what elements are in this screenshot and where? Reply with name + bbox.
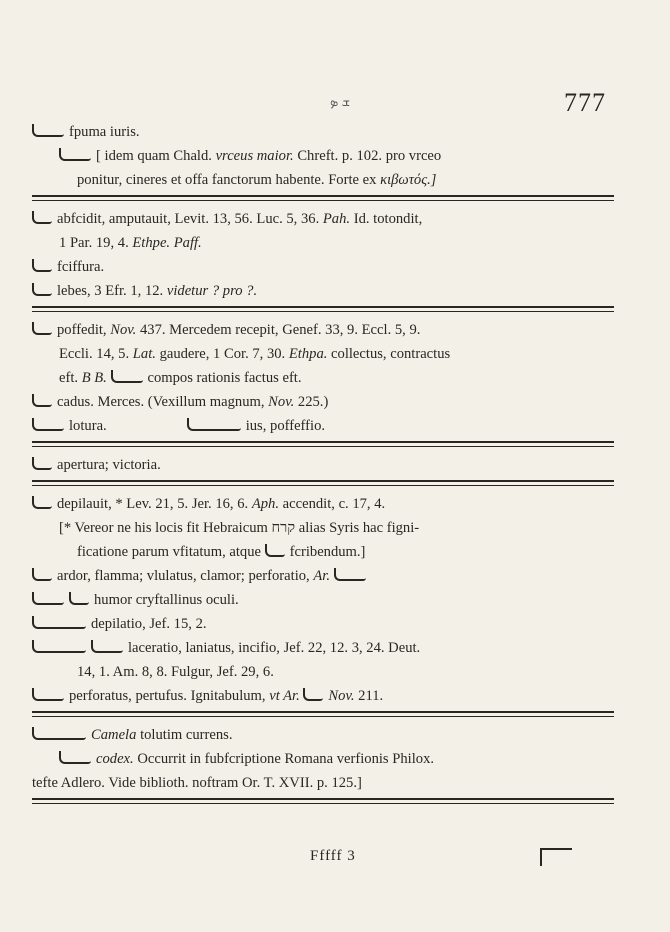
syriac-headword-icon	[32, 322, 52, 335]
entry-line: perforatus, pertufus. Ignitabulum, vt Ar. Nov. 211.	[32, 684, 614, 708]
section-rule	[32, 195, 614, 201]
entry-line: ardor, flamma; vlulatus, clamor; perforatio, Ar.	[32, 564, 614, 588]
page-footer	[0, 848, 670, 878]
entry-line: lebes, 3 Efr. 1, 12. videtur ? pro ?.	[32, 279, 614, 303]
entry-line: [* Vereor ne his locis fit Hebraicum קרח alias Syris hac figni-	[59, 520, 420, 536]
syriac-headword-icon	[32, 688, 64, 701]
dictionary-column	[32, 120, 614, 810]
catchword-icon	[540, 848, 572, 866]
entry-line: humor cryftallinus oculi.	[32, 588, 614, 612]
section-rule	[32, 798, 614, 804]
entry-line: depilauit, * Lev. 21, 5. Jer. 16, 6. Aph. accendit, c. 17, 4.	[32, 492, 614, 516]
entry-line: 1 Par. 19, 4. Ethpe. Paff.	[59, 235, 202, 251]
syriac-headword-icon	[32, 568, 52, 581]
syriac-headword-icon	[32, 283, 52, 296]
entry-line: ficatione parum vfitatum, atque fcribendum.]	[77, 544, 366, 560]
footer-signature: Fffff 3	[310, 848, 356, 864]
syriac-headword-icon	[32, 727, 86, 740]
entry-line: eft. B B. compos rationis factus eft.	[59, 370, 302, 386]
page-header	[0, 88, 670, 118]
section-rule	[32, 711, 614, 717]
entry-line: fciffura.	[32, 255, 614, 279]
syriac-headword-icon	[59, 148, 91, 161]
entry-line: cadus. Merces. (Vexillum magnum, Nov. 225.)	[32, 390, 614, 414]
entry-line: lotura. ius, poffeffio.	[32, 414, 614, 438]
syriac-headword-icon	[32, 496, 52, 509]
entry-line: 14, 1. Am. 8, 8. Fulgur, Jef. 29, 6.	[77, 664, 274, 680]
entry-line: tefte Adlero. Vide biblioth. noftram Or. T. XVII. p. 125.]	[32, 775, 362, 791]
section-rule	[32, 480, 614, 486]
syriac-headword-icon	[32, 211, 52, 224]
entry-line: ponitur, cineres et offa fanctorum habente. Forte ex κιβωτός.]	[77, 172, 437, 188]
syriac-headword-icon	[69, 592, 89, 605]
entry-line: codex. Occurrit in fubfcriptione Romana verfionis Philox.	[32, 747, 614, 771]
syriac-headword-icon	[91, 640, 123, 653]
syriac-word-icon	[303, 688, 323, 701]
syriac-word-icon	[265, 544, 285, 557]
entry-line: depilatio, Jef. 15, 2.	[32, 612, 614, 636]
entry-line: Camela tolutim currens.	[32, 723, 614, 747]
syriac-headword-icon	[187, 418, 241, 431]
page-number: 777	[564, 88, 606, 117]
entry-line: Eccli. 14, 5. Lat. gaudere, 1 Cor. 7, 30. Ethpa. collectus, contractus	[59, 346, 451, 362]
syriac-headword-icon	[32, 418, 64, 431]
entry-line: laceratio, laniatus, incifio, Jef. 22, 12. 3, 24. Deut.	[32, 636, 614, 660]
section-rule	[32, 441, 614, 447]
entry-line: abfcidit, amputauit, Levit. 13, 56. Luc. 5, 36. Pah. Id. totondit,	[32, 207, 614, 231]
section-rule	[32, 306, 614, 312]
syriac-word-icon	[111, 370, 143, 383]
syriac-headword-icon	[32, 394, 52, 407]
syriac-headword-icon	[32, 640, 86, 653]
signature-mark: ܫ ܤ	[330, 94, 350, 109]
entry-line: fpuma iuris.	[32, 120, 614, 144]
syriac-headword-icon	[32, 616, 86, 629]
syriac-headword-icon	[59, 751, 91, 764]
entry-line: [ idem quam Chald. vrceus maior. Chreft. p. 102. pro vrceo	[32, 144, 614, 168]
entry-line: apertura; victoria.	[32, 453, 614, 477]
syriac-headword-icon	[32, 457, 52, 470]
entry-line: poffedit, Nov. 437. Mercedem recepit, Genef. 33, 9. Eccl. 5, 9.	[32, 318, 614, 342]
syriac-headword-icon	[32, 124, 64, 137]
syriac-headword-icon	[32, 259, 52, 272]
syriac-headword-icon	[32, 592, 64, 605]
syriac-word-icon	[334, 568, 366, 581]
